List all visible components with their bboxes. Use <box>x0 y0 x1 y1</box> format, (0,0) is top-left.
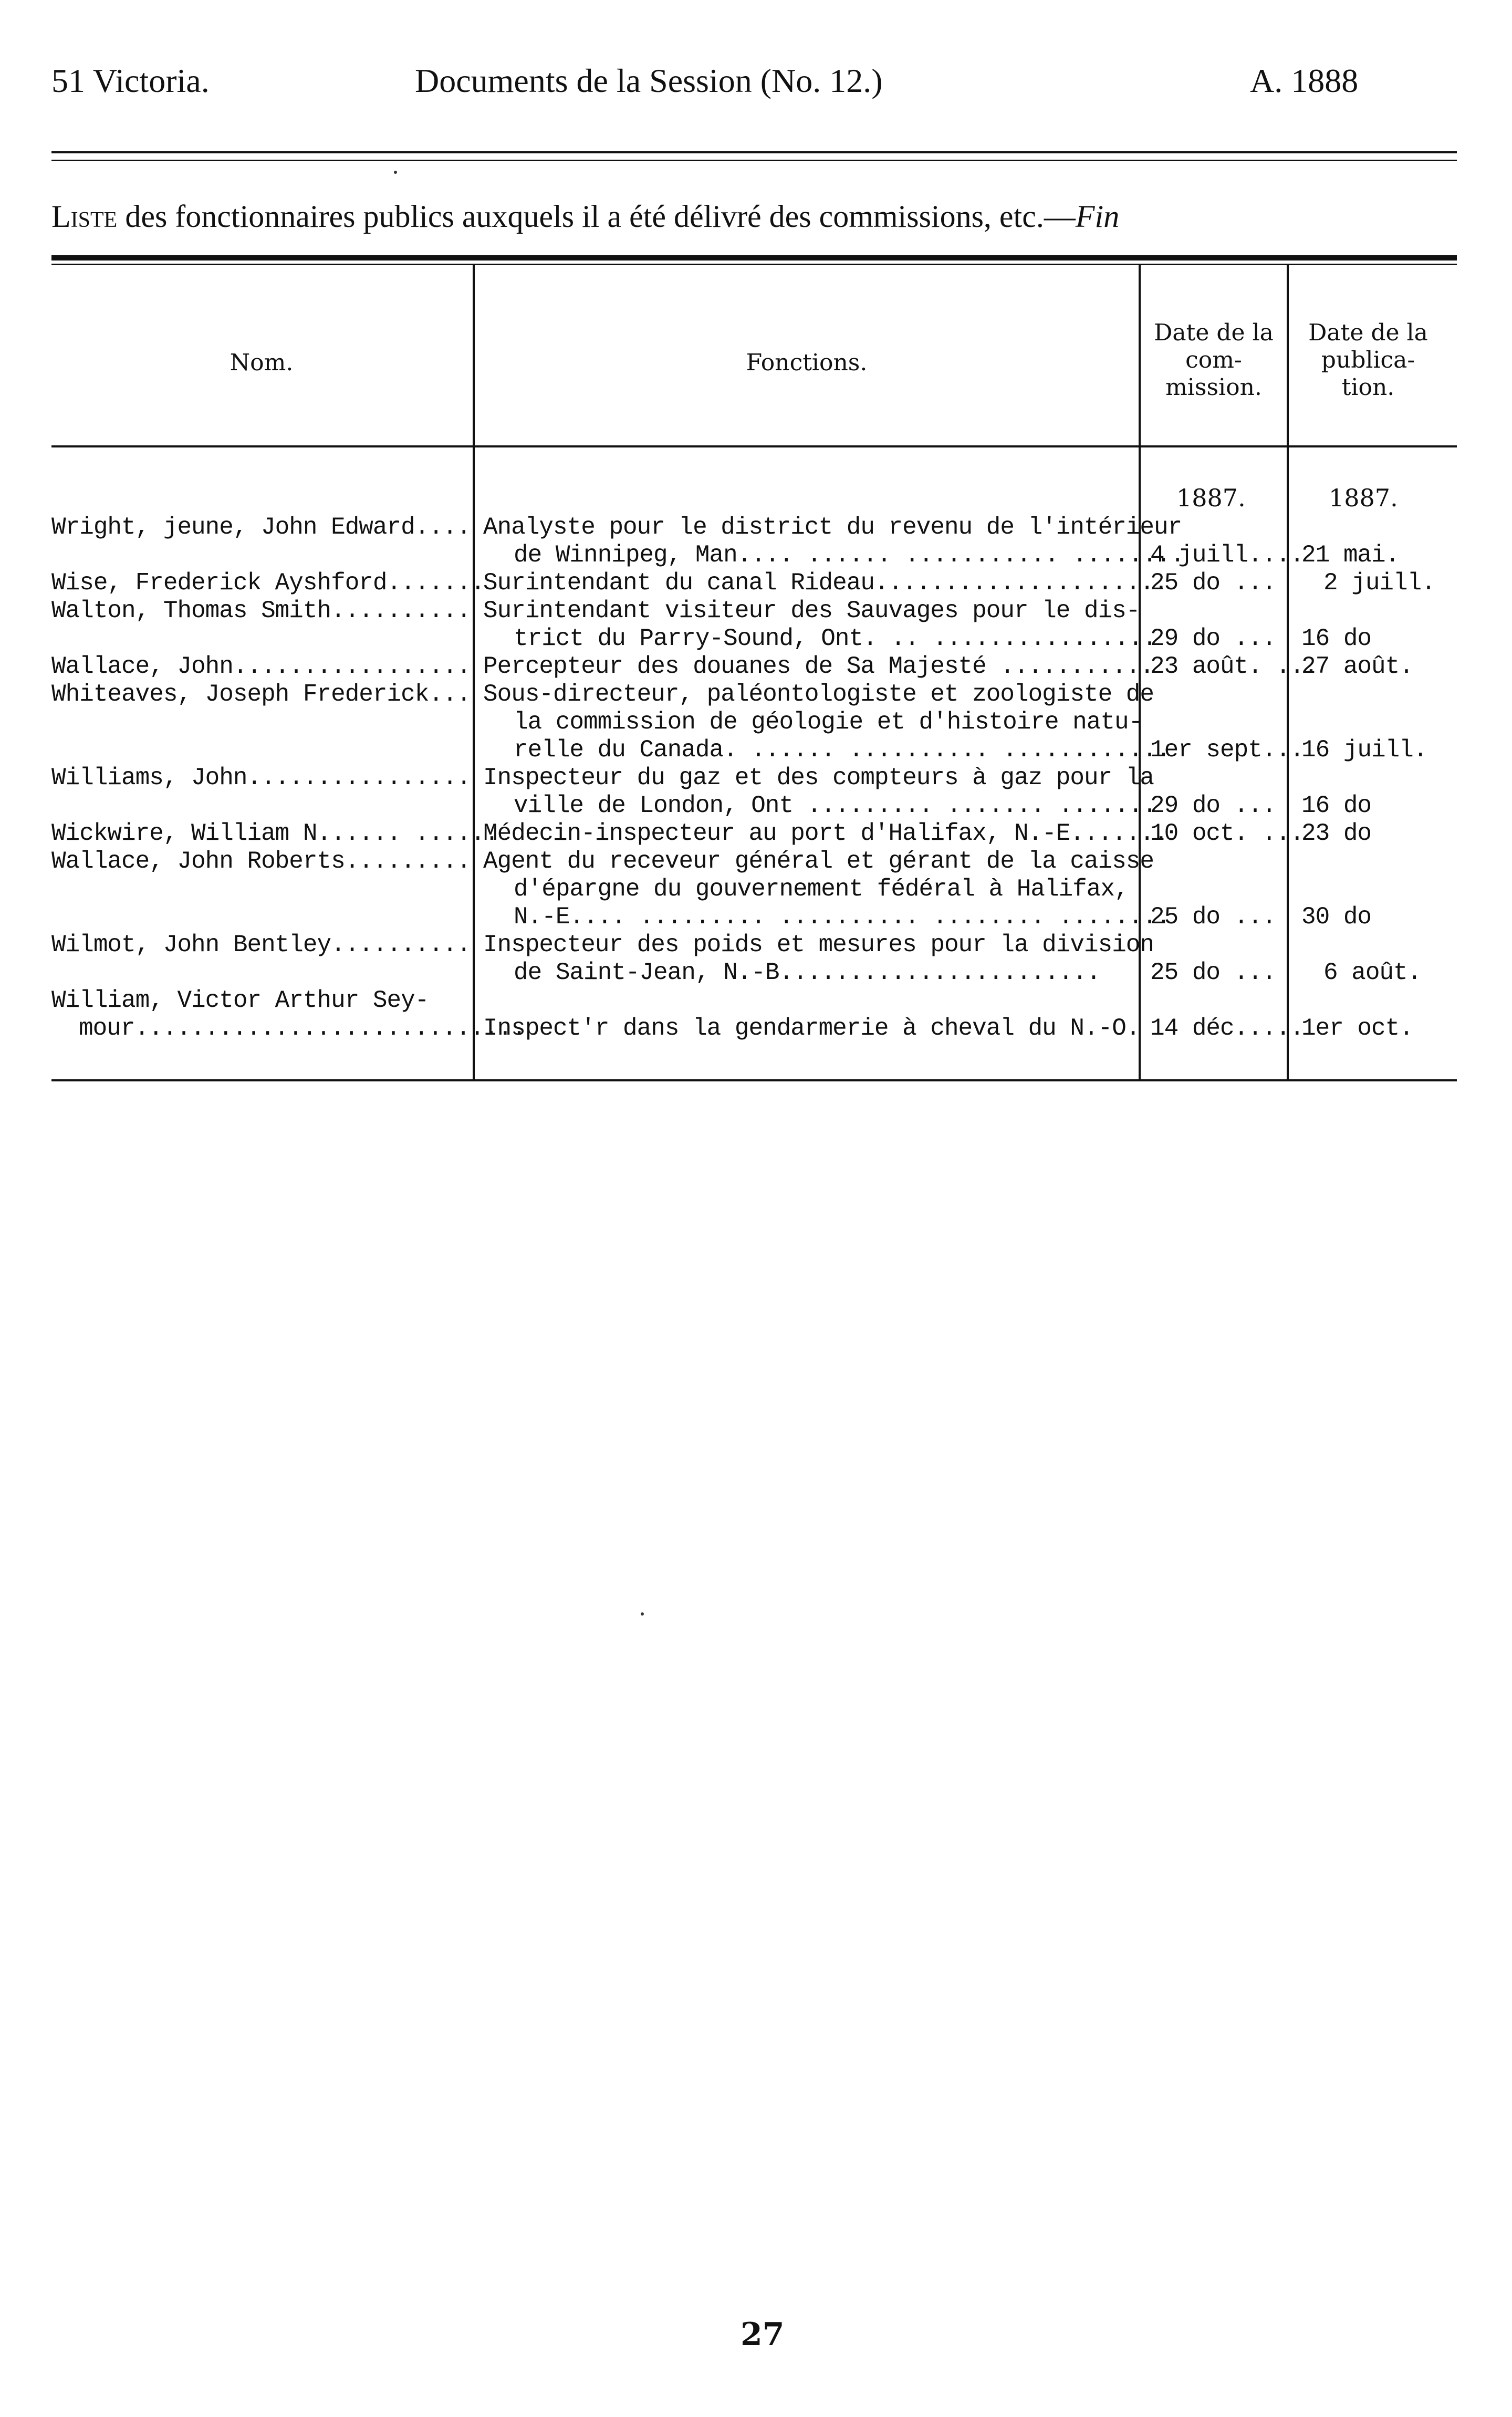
year-commission: 1887. <box>1176 484 1246 512</box>
cell-date-commission: 1er sept... <box>1150 736 1304 764</box>
header-rule-top <box>51 151 1457 153</box>
header-line: tion. <box>1341 374 1395 401</box>
column-divider-1 <box>473 265 475 1079</box>
subtitle-rule-thick <box>51 255 1457 261</box>
cell-date-commission: 25 do ... <box>1150 903 1276 931</box>
cell-date-publication: 21 mai. <box>1301 541 1400 569</box>
print-speck <box>394 171 397 174</box>
column-header-fonctions: Fonctions. <box>746 349 868 376</box>
cell-fonctions: Inspecteur des poids et mesures pour la division <box>483 931 1154 959</box>
year-publication: 1887. <box>1329 484 1398 512</box>
cell-fonctions: Sous-directeur, paléontologiste et zoologiste de <box>483 681 1154 708</box>
header-line: com- <box>1185 347 1242 373</box>
cell-date-publication: 6 août. <box>1323 959 1422 986</box>
header-line: publica- <box>1321 347 1415 373</box>
cell-fonctions: Analyste pour le district du revenu de l'intérieur <box>483 514 1182 541</box>
cell-fonctions: Inspect'r dans la gendarmerie à cheval du N.-O. <box>483 1015 1140 1042</box>
cell-date-commission: 29 do ... <box>1150 625 1276 652</box>
cell-fonctions: Surintendant du canal Rideau..................... <box>483 569 1168 597</box>
cell-fonctions: la commission de géologie et d'histoire natu- <box>514 709 1143 736</box>
column-header-date-publication <box>1289 319 1447 401</box>
table-bottom-rule <box>51 1079 1457 1081</box>
header-line: Date de la <box>1154 319 1274 346</box>
subtitle-rule-thin <box>51 264 1457 265</box>
cell-nom: Wright, jeune, John Edward.... <box>51 514 471 541</box>
cell-nom: Wilmot, John Bentley.......... <box>51 931 471 959</box>
cell-date-commission: 14 déc..... <box>1150 1015 1304 1042</box>
cell-date-commission: 4 juill.... <box>1150 541 1304 569</box>
cell-date-publication: 2 juill. <box>1323 569 1435 597</box>
cell-nom: Wallace, John................. <box>51 653 471 680</box>
cell-nom: Wallace, John Roberts......... <box>51 848 471 875</box>
cell-nom: Wickwire, William N...... ...... <box>51 820 499 847</box>
column-header-date-commission <box>1141 319 1287 401</box>
page-number: 27 <box>741 2316 785 2353</box>
print-speck <box>641 1612 644 1616</box>
subtitle-lead: Liste <box>51 199 118 234</box>
cell-fonctions: trict du Parry-Sound, Ont. .. ................ <box>514 625 1156 652</box>
cell-nom: Wise, Frederick Ayshford....... <box>51 569 485 597</box>
cell-date-commission: 25 do ... <box>1150 569 1276 597</box>
cell-fonctions: Surintendant visiteur des Sauvages pour le dis- <box>483 597 1140 624</box>
cell-fonctions: Agent du receveur général et gérant de la caisse <box>483 848 1154 875</box>
cell-fonctions: ville de London, Ont ......... ....... ....... <box>514 792 1156 819</box>
cell-date-commission: 29 do ... <box>1150 792 1276 819</box>
cell-date-publication: 1er oct. <box>1301 1015 1413 1042</box>
cell-fonctions: de Winnipeg, Man.... ...... ........... ........ <box>514 541 1185 569</box>
cell-nom: Walton, Thomas Smith.......... <box>51 597 471 624</box>
subtitle-end: Fin <box>1075 199 1120 234</box>
cell-fonctions: Médecin-inspecteur au port d'Halifax, N.-E....... <box>483 820 1168 847</box>
header-volume: 51 Victoria. <box>51 62 210 99</box>
column-header-nom: Nom. <box>230 349 294 376</box>
cell-nom: Williams, John................ <box>51 764 471 791</box>
cell-date-publication: 16 juill. <box>1301 736 1427 764</box>
cell-date-publication: 23 do <box>1301 820 1372 847</box>
cell-date-publication: 16 do <box>1301 625 1372 652</box>
cell-fonctions: relle du Canada. ...... .......... ............ <box>514 736 1171 764</box>
cell-nom: Whiteaves, Joseph Frederick... <box>51 681 471 708</box>
cell-nom: William, Victor Arthur Sey- <box>51 987 429 1014</box>
column-header-rule <box>51 445 1457 447</box>
cell-date-commission: 23 août. ... <box>1150 653 1318 680</box>
cell-fonctions: Percepteur des douanes de Sa Majesté ........... <box>483 653 1154 680</box>
cell-fonctions: de Saint-Jean, N.-B....................... <box>514 959 1101 986</box>
cell-fonctions: N.-E.... ......... .......... ........ ........ <box>514 903 1171 931</box>
cell-date-commission: 10 oct. ... <box>1150 820 1304 847</box>
header-line: Date de la <box>1308 319 1428 346</box>
subtitle-text: des fonctionnaires publics auxquels il a été délivré des commissions, etc.— <box>117 199 1076 234</box>
cell-date-publication: 16 do <box>1301 792 1372 819</box>
cell-fonctions: Inspecteur du gaz et des compteurs à gaz pour la <box>483 764 1154 791</box>
cell-date-publication: 27 août. <box>1301 653 1413 680</box>
cell-date-commission: 25 do ... <box>1150 959 1276 986</box>
header-year: A. 1888 <box>1250 62 1359 99</box>
cell-nom: mour............................ <box>79 1015 526 1042</box>
list-subtitle <box>51 199 1119 235</box>
header-title: Documents de la Session (No. 12.) <box>415 62 883 99</box>
header-rule-bottom <box>51 160 1457 161</box>
cell-fonctions: d'épargne du gouvernement fédéral à Halifax, <box>514 876 1129 903</box>
header-line: mission. <box>1165 374 1262 401</box>
cell-date-publication: 30 do <box>1301 903 1372 931</box>
